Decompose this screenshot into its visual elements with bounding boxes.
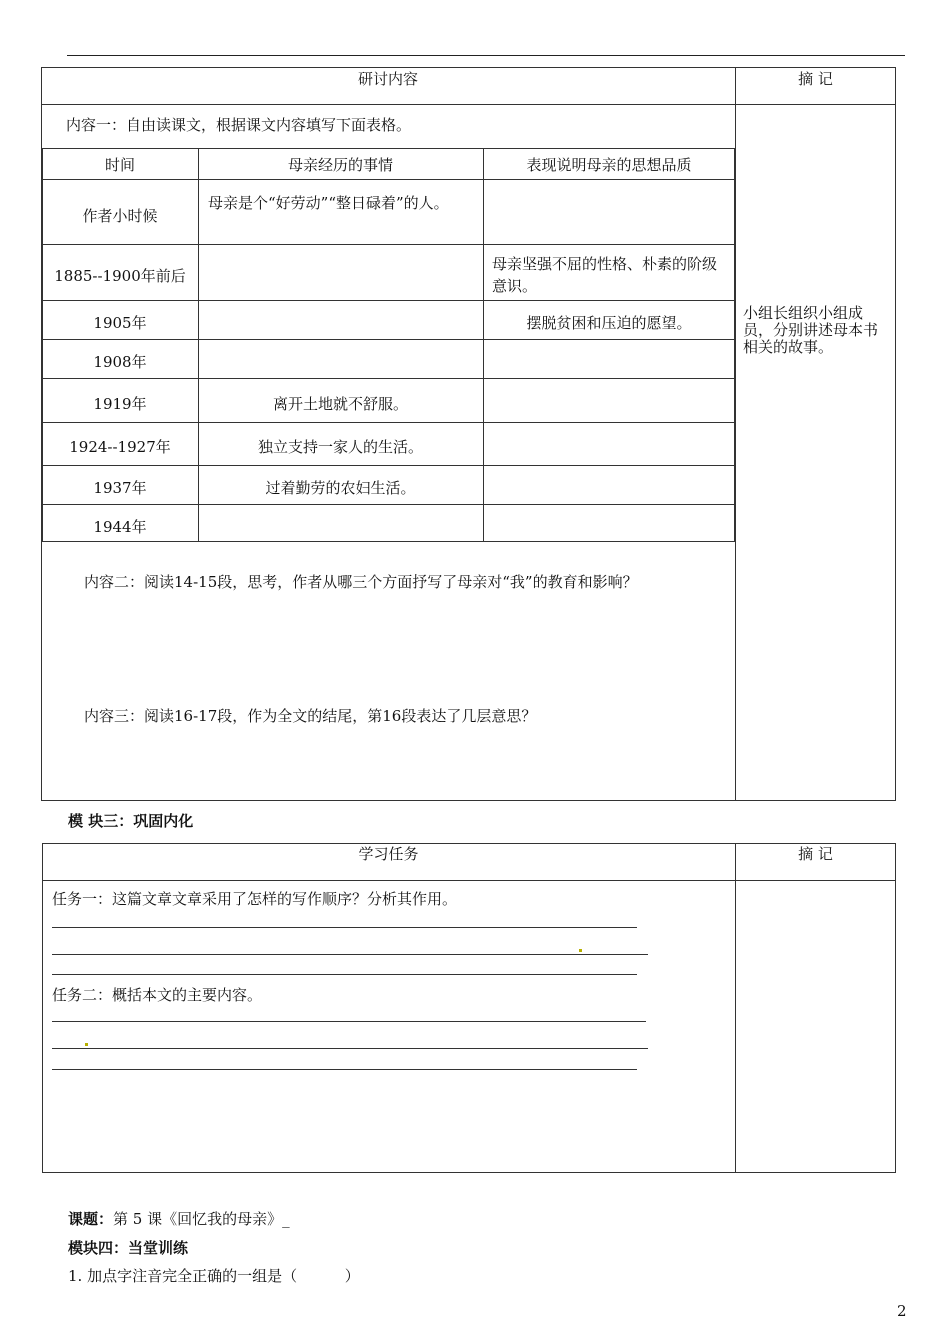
- row-quality: 母亲坚强不屈的性格、朴素的阶级意识。: [492, 255, 718, 295]
- inner-row-divider: [42, 300, 735, 301]
- inner-row-divider: [42, 422, 735, 423]
- content1-intro: 内容一：自由读课文，根据课文内容填写下面表格。: [66, 116, 412, 134]
- content2-question: 内容二：阅读14-15段，思考，作者从哪三个方面抒写了母亲对“我”的教育和影响？: [84, 573, 638, 591]
- question-1: 1. 加点字注音完全正确的一组是（ ）: [68, 1267, 360, 1285]
- col-header-quality: 表现说明母亲的思想品质: [526, 156, 692, 174]
- ink-speck: [85, 1043, 88, 1046]
- row-time: 作者小时候: [82, 207, 158, 225]
- row-time: 1924--1927年: [69, 438, 171, 456]
- inner-row-divider: [42, 179, 735, 180]
- answer-line[interactable]: [52, 1048, 648, 1049]
- row-time: 1885--1900年前后: [54, 267, 186, 285]
- table2-header-divider: [42, 880, 896, 881]
- row-event: 过着勤劳的农妇生活。: [265, 479, 416, 497]
- lesson-title: 第 5 课《回忆我的母亲》_: [113, 1210, 290, 1228]
- row-time: 1908年: [93, 353, 147, 371]
- lesson-label: 课题：: [68, 1210, 114, 1228]
- notes-text: 小组长组织小组成员，分别讲述母本书相关的故事。: [743, 304, 879, 356]
- answer-line[interactable]: [52, 974, 637, 975]
- answer-line[interactable]: [52, 927, 637, 928]
- table2-notes-divider: [735, 843, 736, 1173]
- row-time: 1937年: [93, 479, 147, 497]
- module4-title: 模块四：当堂训练: [68, 1239, 189, 1257]
- table1-notes-divider: [735, 67, 736, 801]
- task2-question: 任务二：概括本文的主要内容。: [52, 986, 263, 1004]
- inner-row-divider: [42, 504, 735, 505]
- inner-col-divider-2: [483, 148, 484, 542]
- ink-speck: [579, 949, 582, 952]
- inner-row-divider: [42, 339, 735, 340]
- row-event: 离开土地就不舒服。: [272, 395, 408, 413]
- row-quality: 摆脱贫困和压迫的愿望。: [526, 314, 692, 332]
- col-header-event: 母亲经历的事情: [287, 156, 393, 174]
- content3-question: 内容三：阅读16-17段，作为全文的结尾，第16段表达了几层意思？: [84, 707, 537, 725]
- row-time: 1905年: [93, 314, 147, 332]
- row-event: 独立支持一家人的生活。: [257, 438, 423, 456]
- answer-line[interactable]: [52, 954, 648, 955]
- table1-header-divider: [41, 104, 896, 105]
- table2-header-task: 学习任务: [358, 845, 419, 863]
- inner-row-divider: [42, 378, 735, 379]
- inner-row-divider: [42, 465, 735, 466]
- row-time: 1944年: [93, 518, 147, 536]
- col-header-time: 时间: [104, 156, 135, 174]
- table1-header-notes: 摘 记: [798, 70, 833, 88]
- answer-line[interactable]: [52, 1021, 646, 1022]
- row-time: 1919年: [93, 395, 147, 413]
- lesson-line: [68, 1209, 290, 1229]
- inner-row-divider: [42, 244, 735, 245]
- task1-question: 任务一：这篇文章文章采用了怎样的写作顺序？分析其作用。: [52, 890, 458, 908]
- row-event: 母亲是个“好劳动”“整日碌着”的人。: [208, 194, 449, 212]
- table1-header-content: 研讨内容: [357, 70, 418, 88]
- module3-title: 模 块三：巩固内化: [68, 812, 194, 830]
- page-number: 2: [897, 1302, 907, 1320]
- header-rule: [67, 55, 905, 56]
- table2-header-notes: 摘 记: [798, 845, 833, 863]
- answer-line[interactable]: [52, 1069, 637, 1070]
